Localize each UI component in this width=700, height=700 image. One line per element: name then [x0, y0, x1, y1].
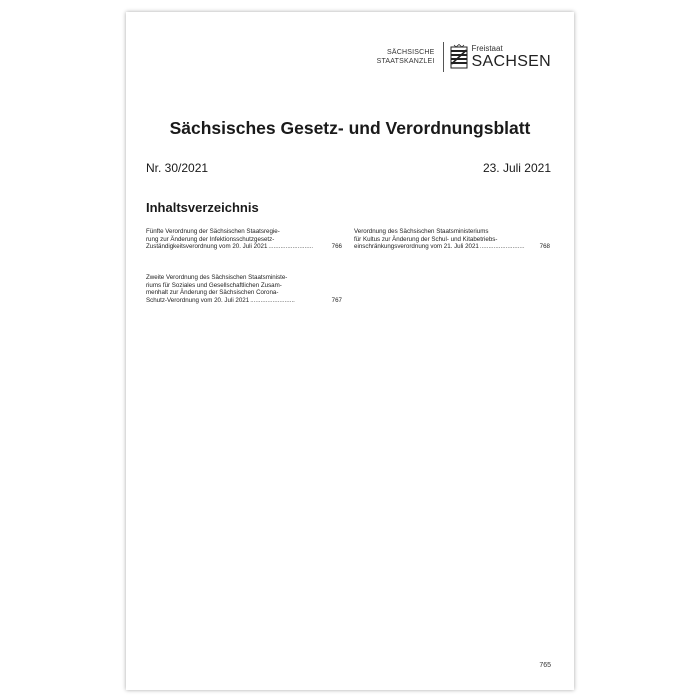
toc-entry-last-line — [146, 243, 342, 251]
toc-page-number: 768 — [539, 243, 550, 251]
toc-entry-line: rung zur Änderung der Infektionsschutzgesetz- — [146, 235, 275, 243]
saxony-coat-of-arms-icon — [450, 44, 468, 70]
toc-entry — [146, 228, 342, 251]
toc-entry-line: riums für Soziales und Gesellschaftlichen Zusam- — [146, 281, 282, 289]
toc-entry-line: Schutz-Verordnung vom 20. Juli 2021 — [146, 296, 250, 304]
toc-entry-line: menhalt zur Änderung der Sächsischen Corona- — [146, 289, 279, 297]
header-logos — [377, 42, 551, 72]
toc-entry-line: einschränkungsverordnung vom 21. Juli 2021 — [354, 243, 479, 251]
toc-leader-dots: .......................... — [268, 243, 314, 251]
toc-leader-dots: .......................... — [479, 243, 525, 251]
toc-entry-line: Zweite Verordnung des Sächsischen Staatsministe- — [146, 274, 288, 281]
toc-entry-line: Zuständigkeitsverordnung vom 20. Juli 2021 — [146, 243, 268, 251]
toc-entry-line: Verordnung des Sächsischen Staatsministeriums — [354, 228, 489, 235]
sachsen-label: SACHSEN — [471, 52, 551, 70]
page-title: Sächsisches Gesetz- und Verordnungsblatt — [169, 118, 531, 138]
freistaat-sachsen-logo — [472, 45, 551, 70]
kanzlei-line-1: SÄCHSISCHE — [387, 49, 435, 56]
toc-entry-last-line — [146, 297, 342, 305]
toc-page-number: 767 — [331, 296, 342, 304]
toc-leader-dots: .......................... — [250, 296, 295, 304]
toc-heading: Inhaltsverzeichnis — [146, 200, 259, 215]
toc-entry-line: für Kultus zur Änderung der Schul- und Kitabetriebs- — [354, 235, 498, 243]
toc-entry-line: Fünfte Verordnung der Sächsischen Staatsregie- — [146, 228, 280, 235]
toc-entry — [354, 228, 550, 251]
page-number: 765 — [539, 662, 551, 669]
toc-entry — [146, 274, 342, 304]
document-page — [126, 12, 574, 690]
issue-date: 23. Juli 2021 — [482, 161, 551, 175]
issue-number: Nr. 30/2021 — [146, 161, 209, 175]
toc-page-number: 766 — [331, 243, 342, 251]
staatskanzlei-logo — [377, 48, 443, 66]
toc-entry-last-line — [354, 243, 550, 251]
freistaat-label: Freistaat — [471, 43, 503, 53]
logo-divider — [443, 42, 444, 72]
kanzlei-line-2: STAATSKANZLEI — [376, 58, 435, 65]
